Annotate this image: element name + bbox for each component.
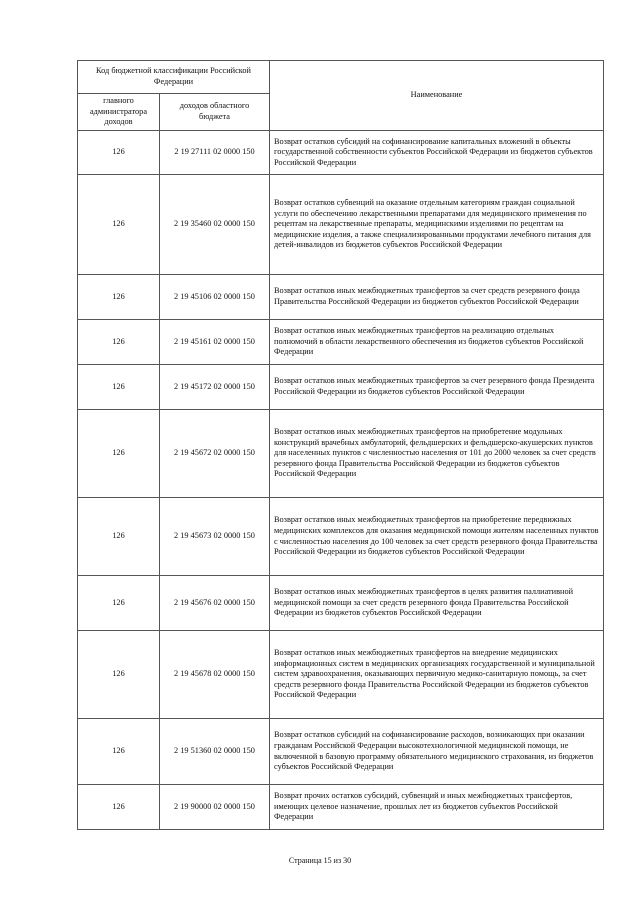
admin-code-cell: 126 xyxy=(78,410,160,498)
table-row xyxy=(78,576,604,631)
income-code-cell: 2 19 90000 02 0000 150 xyxy=(160,785,270,830)
table-row xyxy=(78,631,604,719)
name-cell: Возврат остатков субвенций на оказание отдельным категориям граждан социальной услуги по обеспечению лекарственными препаратами для медицинского применения по рецептам на лекарственные препараты, медицинскими изделиями по рецептам на медицинские изделия, а также специализированными продуктами лечебного питания для детей-инвалидов из бюджетов субъектов Российской Федерации xyxy=(270,175,604,275)
table-row xyxy=(78,719,604,785)
admin-code-cell: 126 xyxy=(78,719,160,785)
income-code-cell: 2 19 51360 02 0000 150 xyxy=(160,719,270,785)
name-cell: Возврат остатков иных межбюджетных трансфертов на приобретение передвижных медицинских комплексов для оказания медицинской помощи жителям населенных пунктов с численностью населения до 100 человек за счет средств резервного фонда Правительства Российской Федерации из бюджетов субъектов Российской Федерации xyxy=(270,498,604,576)
admin-code-cell: 126 xyxy=(78,785,160,830)
header-row-group xyxy=(78,61,604,94)
budget-classification-table xyxy=(77,60,604,830)
name-cell: Возврат остатков иных межбюджетных трансфертов на реализацию отдельных полномочий в области лекарственного обеспечения из бюджетов субъектов Российской Федерации xyxy=(270,320,604,365)
name-cell: Возврат остатков субсидий на софинансирование капитальных вложений в объекты государственной собственности субъектов Российской Федерации из бюджетов субъектов Российской Федерации xyxy=(270,131,604,175)
table-row xyxy=(78,498,604,576)
name-cell: Возврат остатков субсидий на софинансирование расходов, возникающих при оказании гражданам Российской Федерации высокотехнологичной медицинской помощи, не включенной в базовую программу обязательного медицинского страхования, из бюджетов субъектов Российской Федерации xyxy=(270,719,604,785)
table-row xyxy=(78,410,604,498)
admin-code-cell: 126 xyxy=(78,175,160,275)
name-cell: Возврат остатков иных межбюджетных трансфертов на внедрение медицинских информационных систем в медицинских организациях государственной и муниципальной систем здравоохранения, оказывающих первичную медико-санитарную помощь, за счет средств резервного фонда Правительства Российской Федерации из бюджетов субъектов Российской Федерации xyxy=(270,631,604,719)
income-code-cell: 2 19 45676 02 0000 150 xyxy=(160,576,270,631)
header-regional-income: доходов областного бюджета xyxy=(160,94,270,131)
admin-code-cell: 126 xyxy=(78,275,160,320)
table-row xyxy=(78,175,604,275)
income-code-cell: 2 19 45672 02 0000 150 xyxy=(160,410,270,498)
income-code-cell: 2 19 45106 02 0000 150 xyxy=(160,275,270,320)
income-code-cell: 2 19 45673 02 0000 150 xyxy=(160,498,270,576)
name-cell: Возврат остатков иных межбюджетных трансфертов за счет средств резервного фонда Правительства Российской Федерации из бюджетов субъектов Российской Федерации xyxy=(270,275,604,320)
income-code-cell: 2 19 27111 02 0000 150 xyxy=(160,131,270,175)
admin-code-cell: 126 xyxy=(78,576,160,631)
table-body xyxy=(78,131,604,830)
name-cell: Возврат остатков иных межбюджетных трансфертов в целях развития паллиативной медицинской помощи за счет средств резервного фонда Правительства Российской Федерации из бюджетов субъектов Российской Федерации xyxy=(270,576,604,631)
income-code-cell: 2 19 45172 02 0000 150 xyxy=(160,365,270,410)
page-number: Страница 15 из 30 xyxy=(288,856,352,865)
admin-code-cell: 126 xyxy=(78,365,160,410)
income-code-cell: 2 19 45678 02 0000 150 xyxy=(160,631,270,719)
header-name: Наименование xyxy=(270,61,604,131)
table-row xyxy=(78,785,604,830)
admin-code-cell: 126 xyxy=(78,131,160,175)
admin-code-cell: 126 xyxy=(78,498,160,576)
name-cell: Возврат остатков иных межбюджетных трансфертов за счет резервного фонда Президента Российской Федерации из бюджетов субъектов Российской Федерации xyxy=(270,365,604,410)
table-row xyxy=(78,320,604,365)
admin-code-cell: 126 xyxy=(78,631,160,719)
table-header xyxy=(78,61,604,131)
table-row xyxy=(78,131,604,175)
name-cell: Возврат прочих остатков субсидий, субвенций и иных межбюджетных трансфертов, имеющих целевое назначение, прошлых лет из бюджетов субъектов Российской Федерации xyxy=(270,785,604,830)
name-cell: Возврат остатков иных межбюджетных трансфертов на приобретение модульных конструкций врачебных амбулаторий, фельдшерских и фельдшерско-акушерских пунктов для населенных пунктов с численностью населения от 101 до 2000 человек за счет средств резервного фонда Правительства Российской Федерации из бюджетов субъектов Российской Федерации xyxy=(270,410,604,498)
income-code-cell: 2 19 35460 02 0000 150 xyxy=(160,175,270,275)
header-budget-code-group: Код бюджетной классификации Российской Федерации xyxy=(78,61,270,94)
income-code-cell: 2 19 45161 02 0000 150 xyxy=(160,320,270,365)
admin-code-cell: 126 xyxy=(78,320,160,365)
header-main-admin: главного администратора доходов xyxy=(78,94,160,131)
table-row xyxy=(78,365,604,410)
table-row xyxy=(78,275,604,320)
